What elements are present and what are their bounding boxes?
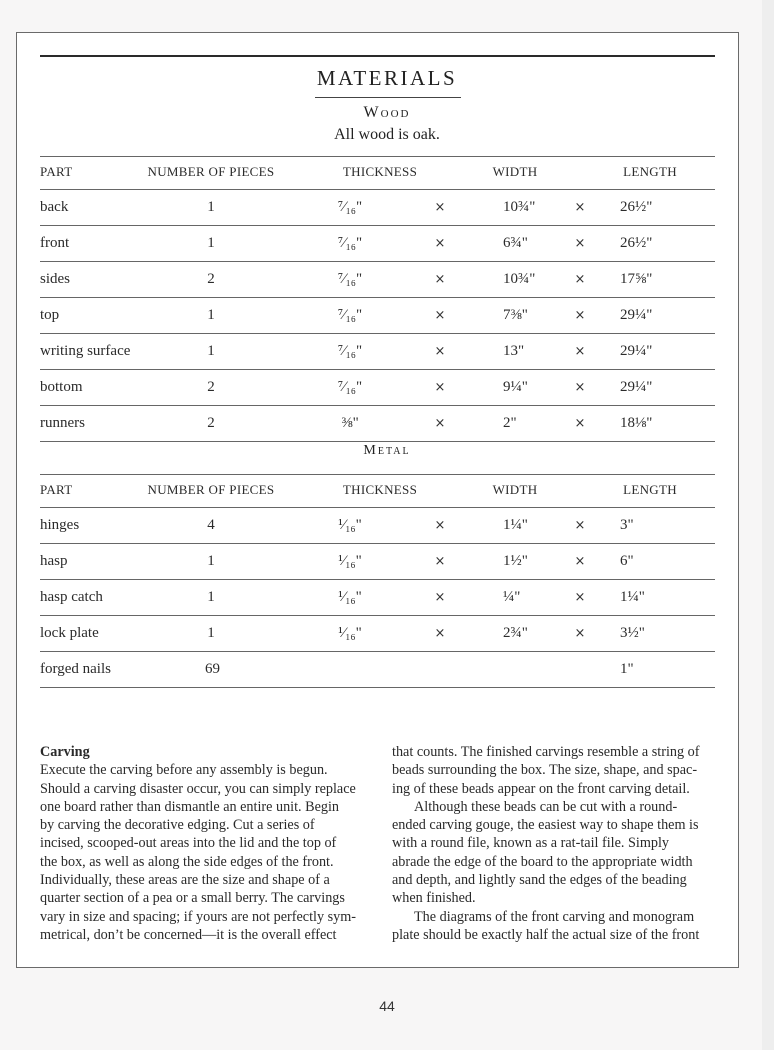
times-sign: × <box>434 554 446 569</box>
body-column-left <box>40 743 360 944</box>
text-line: Individually, these areas are the size and shape of a <box>40 872 330 889</box>
width: 10¾" <box>503 199 536 215</box>
times-sign: × <box>434 236 446 251</box>
part-name: top <box>40 307 60 323</box>
thickness: ⁷⁄₁₆" <box>337 307 363 323</box>
length: 6" <box>620 553 634 569</box>
thickness: ⁷⁄₁₆" <box>337 199 363 215</box>
length: 18⅛" <box>620 415 653 431</box>
table-row <box>40 298 715 334</box>
page-number: 44 <box>379 998 395 1014</box>
thickness: ⁷⁄₁₆" <box>337 235 363 251</box>
col-part: PART <box>40 164 73 179</box>
col-pieces: NUMBER OF PIECES <box>147 164 275 179</box>
piece-count: 69 <box>205 661 220 677</box>
table-row <box>40 406 715 442</box>
width: 1¼" <box>503 517 528 533</box>
times-sign: × <box>434 626 446 641</box>
times-sign: × <box>574 236 586 251</box>
part-name: forged nails <box>40 661 111 677</box>
col-length: LENGTH <box>623 164 677 179</box>
wood-note: All wood is oak. <box>334 126 440 143</box>
part-name: lock plate <box>40 625 99 641</box>
text-line: beads surrounding the box. The size, shape, and spac- <box>392 762 698 779</box>
table-row <box>40 652 715 688</box>
times-sign: × <box>574 308 586 323</box>
length: 17⅝" <box>620 271 653 287</box>
length: 26½" <box>620 235 653 251</box>
length: 29¼" <box>620 307 653 323</box>
table-header-row <box>40 157 715 190</box>
length: 29¼" <box>620 343 653 359</box>
text-line: and depth, and lightly sand the edges of the beading <box>392 872 687 889</box>
times-sign: × <box>574 590 586 605</box>
piece-count: 2 <box>207 379 215 395</box>
wood-table <box>40 156 715 442</box>
piece-count: 4 <box>207 517 215 533</box>
table-row <box>40 190 715 226</box>
table-row <box>40 616 715 652</box>
text-line: the box, as well as along the side edges of the front. <box>40 853 334 870</box>
carving-heading: Carving <box>40 744 90 760</box>
part-name: runners <box>40 415 85 431</box>
thickness: ⁷⁄₁₆" <box>337 343 363 359</box>
wood-heading: Wood <box>363 104 411 121</box>
text-line: when finished. <box>392 890 476 907</box>
part-name: back <box>40 199 69 215</box>
thickness: ⁷⁄₁₆" <box>337 271 363 287</box>
col-thickness: THICKNESS <box>342 482 418 497</box>
length: 1" <box>620 661 634 677</box>
text-line: that counts. The finished carvings resemble a string of <box>392 744 700 760</box>
col-length: LENGTH <box>623 482 677 497</box>
times-sign: × <box>434 380 446 395</box>
piece-count: 1 <box>207 553 215 569</box>
times-sign: × <box>574 416 586 431</box>
thickness: ¹⁄₁₆" <box>338 517 362 533</box>
piece-count: 2 <box>207 415 215 431</box>
text-line: Although these beads can be cut with a round- <box>414 798 678 815</box>
width: 10¾" <box>503 271 536 287</box>
times-sign: × <box>574 554 586 569</box>
thickness: ⅜" <box>341 415 359 431</box>
col-width: WIDTH <box>492 482 538 497</box>
text-line: ended carving gouge, the easiest way to shape them is <box>392 817 699 834</box>
table-row <box>40 334 715 370</box>
text-line: abrade the edge of the board to the appropriate width <box>392 853 693 870</box>
title-underline <box>315 97 461 98</box>
part-name: hinges <box>40 517 80 533</box>
piece-count: 1 <box>207 589 215 605</box>
times-sign: × <box>434 416 446 431</box>
thickness: ¹⁄₁₆" <box>338 625 362 641</box>
part-name: hasp catch <box>40 589 103 605</box>
table-row <box>40 544 715 580</box>
text-line: ing of these beads appear on the front carving detail. <box>392 780 690 797</box>
text-line: quarter section of a pea or a small berry. The carvings <box>40 890 345 907</box>
width: 13" <box>503 343 525 359</box>
part-name: sides <box>40 271 70 287</box>
part-name: hasp <box>40 553 68 569</box>
length: 3" <box>620 517 634 533</box>
times-sign: × <box>574 380 586 395</box>
table-row <box>40 262 715 298</box>
piece-count: 1 <box>207 199 215 215</box>
thickness: ⁷⁄₁₆" <box>337 379 363 395</box>
width: 7⅜" <box>503 307 528 323</box>
table-row <box>40 580 715 616</box>
times-sign: × <box>434 308 446 323</box>
part-name: bottom <box>40 379 83 395</box>
width: ¼" <box>503 589 521 605</box>
metal-table <box>40 474 715 688</box>
times-sign: × <box>574 518 586 533</box>
width: 1½" <box>503 553 528 569</box>
part-name: front <box>40 235 70 251</box>
times-sign: × <box>434 272 446 287</box>
table-header-row <box>40 475 715 508</box>
text-line: one board rather than dismantle an entire unit. Begin <box>40 798 340 815</box>
times-sign: × <box>434 200 446 215</box>
table-row <box>40 508 715 544</box>
col-part: PART <box>40 482 73 497</box>
text-line: Should a carving disaster occur, you can simply replace <box>40 780 356 797</box>
part-name: writing surface <box>40 343 131 359</box>
text-line: metrical, don’t be concerned—it is the overall effect <box>40 926 337 943</box>
text-line: Execute the carving before any assembly is begun. <box>40 762 328 779</box>
width: 2" <box>503 415 517 431</box>
body-column-right <box>392 743 722 944</box>
times-sign: × <box>574 626 586 641</box>
text-line: by carving the decorative edging. Cut a series of <box>40 817 315 834</box>
length: 1¼" <box>620 589 645 605</box>
times-sign: × <box>434 590 446 605</box>
width: 9¼" <box>503 379 528 395</box>
piece-count: 1 <box>207 625 215 641</box>
width: 6¾" <box>503 235 528 251</box>
page-edge-shadow <box>762 0 774 1050</box>
col-thickness: THICKNESS <box>342 164 418 179</box>
piece-count: 1 <box>207 343 215 359</box>
times-sign: × <box>434 344 446 359</box>
text-line: vary in size and spacing; if yours are not perfectly sym- <box>40 908 356 925</box>
length: 29¼" <box>620 379 653 395</box>
length: 26½" <box>620 199 653 215</box>
piece-count: 1 <box>207 307 215 323</box>
table-row <box>40 226 715 262</box>
width: 2¾" <box>503 625 528 641</box>
piece-count: 2 <box>207 271 215 287</box>
metal-heading: Metal <box>363 443 411 458</box>
text-line: incised, scooped-out areas into the lid and the top of <box>40 835 337 852</box>
text-line: with a round file, known as a rat-tail file. Simply <box>392 835 669 852</box>
times-sign: × <box>574 272 586 287</box>
table-row <box>40 370 715 406</box>
thickness: ¹⁄₁₆" <box>338 589 362 605</box>
piece-count: 1 <box>207 235 215 251</box>
times-sign: × <box>434 518 446 533</box>
times-sign: × <box>574 344 586 359</box>
text-line: The diagrams of the front carving and monogram <box>414 908 695 925</box>
top-rule <box>40 55 715 57</box>
col-pieces: NUMBER OF PIECES <box>147 482 275 497</box>
length: 3½" <box>620 625 645 641</box>
page-title: MATERIALS <box>316 66 458 90</box>
times-sign: × <box>574 200 586 215</box>
col-width: WIDTH <box>492 164 538 179</box>
text-line: plate should be exactly half the actual size of the front <box>392 926 700 943</box>
thickness: ¹⁄₁₆" <box>338 553 362 569</box>
